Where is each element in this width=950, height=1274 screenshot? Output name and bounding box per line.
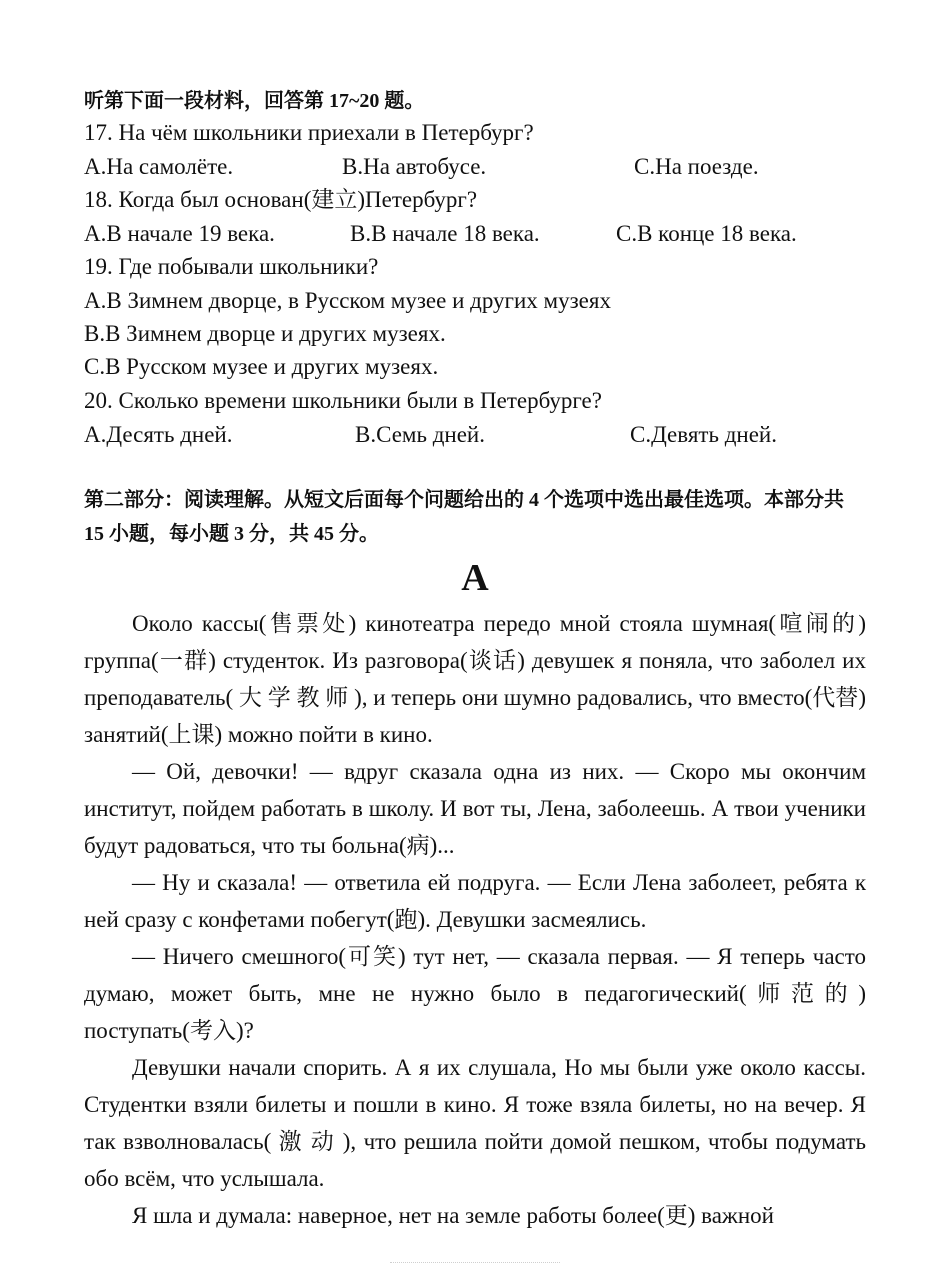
passage-paragraph: Я шла и думала: наверное, нет на земле работы более(更) важной xyxy=(132,1203,774,1228)
option-a: A.В Зимнем дворце, в Русском музее и других музеях xyxy=(84,288,611,313)
option-c: C.На поезде. xyxy=(634,154,759,179)
page-footer-cutoff xyxy=(390,1262,560,1271)
question-20-options xyxy=(84,418,866,451)
passage-paragraph: Девушки начали спорить. А я их слушала, Но мы были уже около кассы. Студентки взяли билеты и пошли в кино. Я тоже взяла билеты, но на вечер. Я так взволновалась( 激 动 ), что решила пойти домой пешком, чтобы подумать обо всём, что услышала. xyxy=(84,1055,866,1191)
question-20: 20. Сколько времени школьники были в Петербурге? xyxy=(84,388,602,413)
listening-heading: 听第下面一段材料，回答第 17~20 题。 xyxy=(84,90,425,112)
option-a: A.В начале 19 века. xyxy=(84,221,275,246)
question-17-options xyxy=(84,150,866,183)
section-title: A xyxy=(461,557,489,599)
option-c: C.В конце 18 века. xyxy=(616,221,797,246)
option-a: A.На самолёте. xyxy=(84,154,234,179)
option-b: B.Семь дней. xyxy=(355,422,485,447)
passage-paragraph: Около кассы(售票处) кинотеатра передо мной стояла шумная(喧闹的) группа(一群) студенток. Из разговора(谈话) девушек я поняла, что заболел их преподаватель( 大 学 教 师 ), и теперь они шумно радовались, что вместо(代替) занятий(上课) можно пойти в кино. xyxy=(84,611,866,747)
reading-passage xyxy=(84,605,866,1234)
option-b: B.В начале 18 века. xyxy=(350,221,540,246)
option-a: A.Десять дней. xyxy=(84,422,233,447)
passage-paragraph: — Ничего смешного(可笑) тут нет, — сказала первая. — Я теперь часто думаю, может быть, мне не нужно было в педагогический(师范的) поступать(考入)? xyxy=(84,944,866,1043)
option-c: C.Девять дней. xyxy=(630,422,777,447)
question-18: 18. Когда был основан(建立)Петербург? xyxy=(84,187,478,212)
option-c: C.В Русском музее и других музеях. xyxy=(84,354,439,379)
passage-paragraph: — Ну и сказала! — ответила ей подруга. — Если Лена заболеет, ребята к ней сразу с конфетами побегут(跑). Девушки засмеялись. xyxy=(84,870,866,932)
question-18-options xyxy=(84,217,866,250)
passage-paragraph: — Ой, девочки! — вдруг сказала одна из них. — Скоро мы окончим институт, пойдем работать в школу. И вот ты, Лена, заболеешь. А твои ученики будут радоваться, что ты больна(病)... xyxy=(84,759,866,858)
reading-instructions: 第二部分：阅读理解。从短文后面每个问题给出的 4 个选项中选出最佳选项。本部分共 15 小题，每小题 3 分，共 45 分。 xyxy=(84,489,844,545)
option-b: B.На автобусе. xyxy=(342,154,487,179)
question-17: 17. На чём школьники приехали в Петербург? xyxy=(84,120,534,145)
question-19: 19. Где побывали школьники? xyxy=(84,254,379,279)
option-b: B.В Зимнем дворце и других музеях. xyxy=(84,321,446,346)
